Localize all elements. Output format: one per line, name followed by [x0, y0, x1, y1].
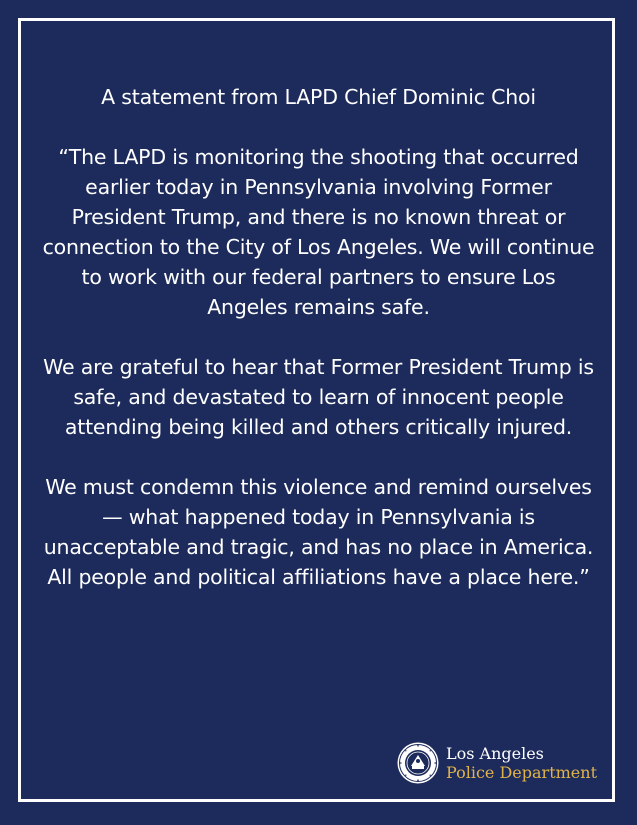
- statement-paragraph-3: We must condemn this violence and remind ourselves — what happened today in Pennsylvania is unacceptable and tragic, and has no place in America. All people and political affiliations have a place here.”: [43, 475, 594, 589]
- logo-city-name: Los Angeles: [445, 744, 544, 763]
- statement-content: [40, 82, 597, 622]
- lapd-logo: [396, 741, 597, 785]
- statement-paragraph-2: We are grateful to hear that Former President Trump is safe, and devastated to learn of innocent people attending being killed and others critically injured.: [43, 355, 594, 439]
- statement-paragraph-1: “The LAPD is monitoring the shooting that occurred earlier today in Pennsylvania involving Former President Trump, and there is no known threat or connection to the City of Los Angeles. We will continue to work with our federal partners to ensure Los Angeles remains safe.: [42, 145, 595, 319]
- city-seal-icon: [396, 741, 440, 785]
- logo-department-name: Police Department: [445, 763, 597, 782]
- logo-wordmark: [446, 744, 597, 782]
- statement-heading: A statement from LAPD Chief Dominic Choi: [101, 85, 536, 109]
